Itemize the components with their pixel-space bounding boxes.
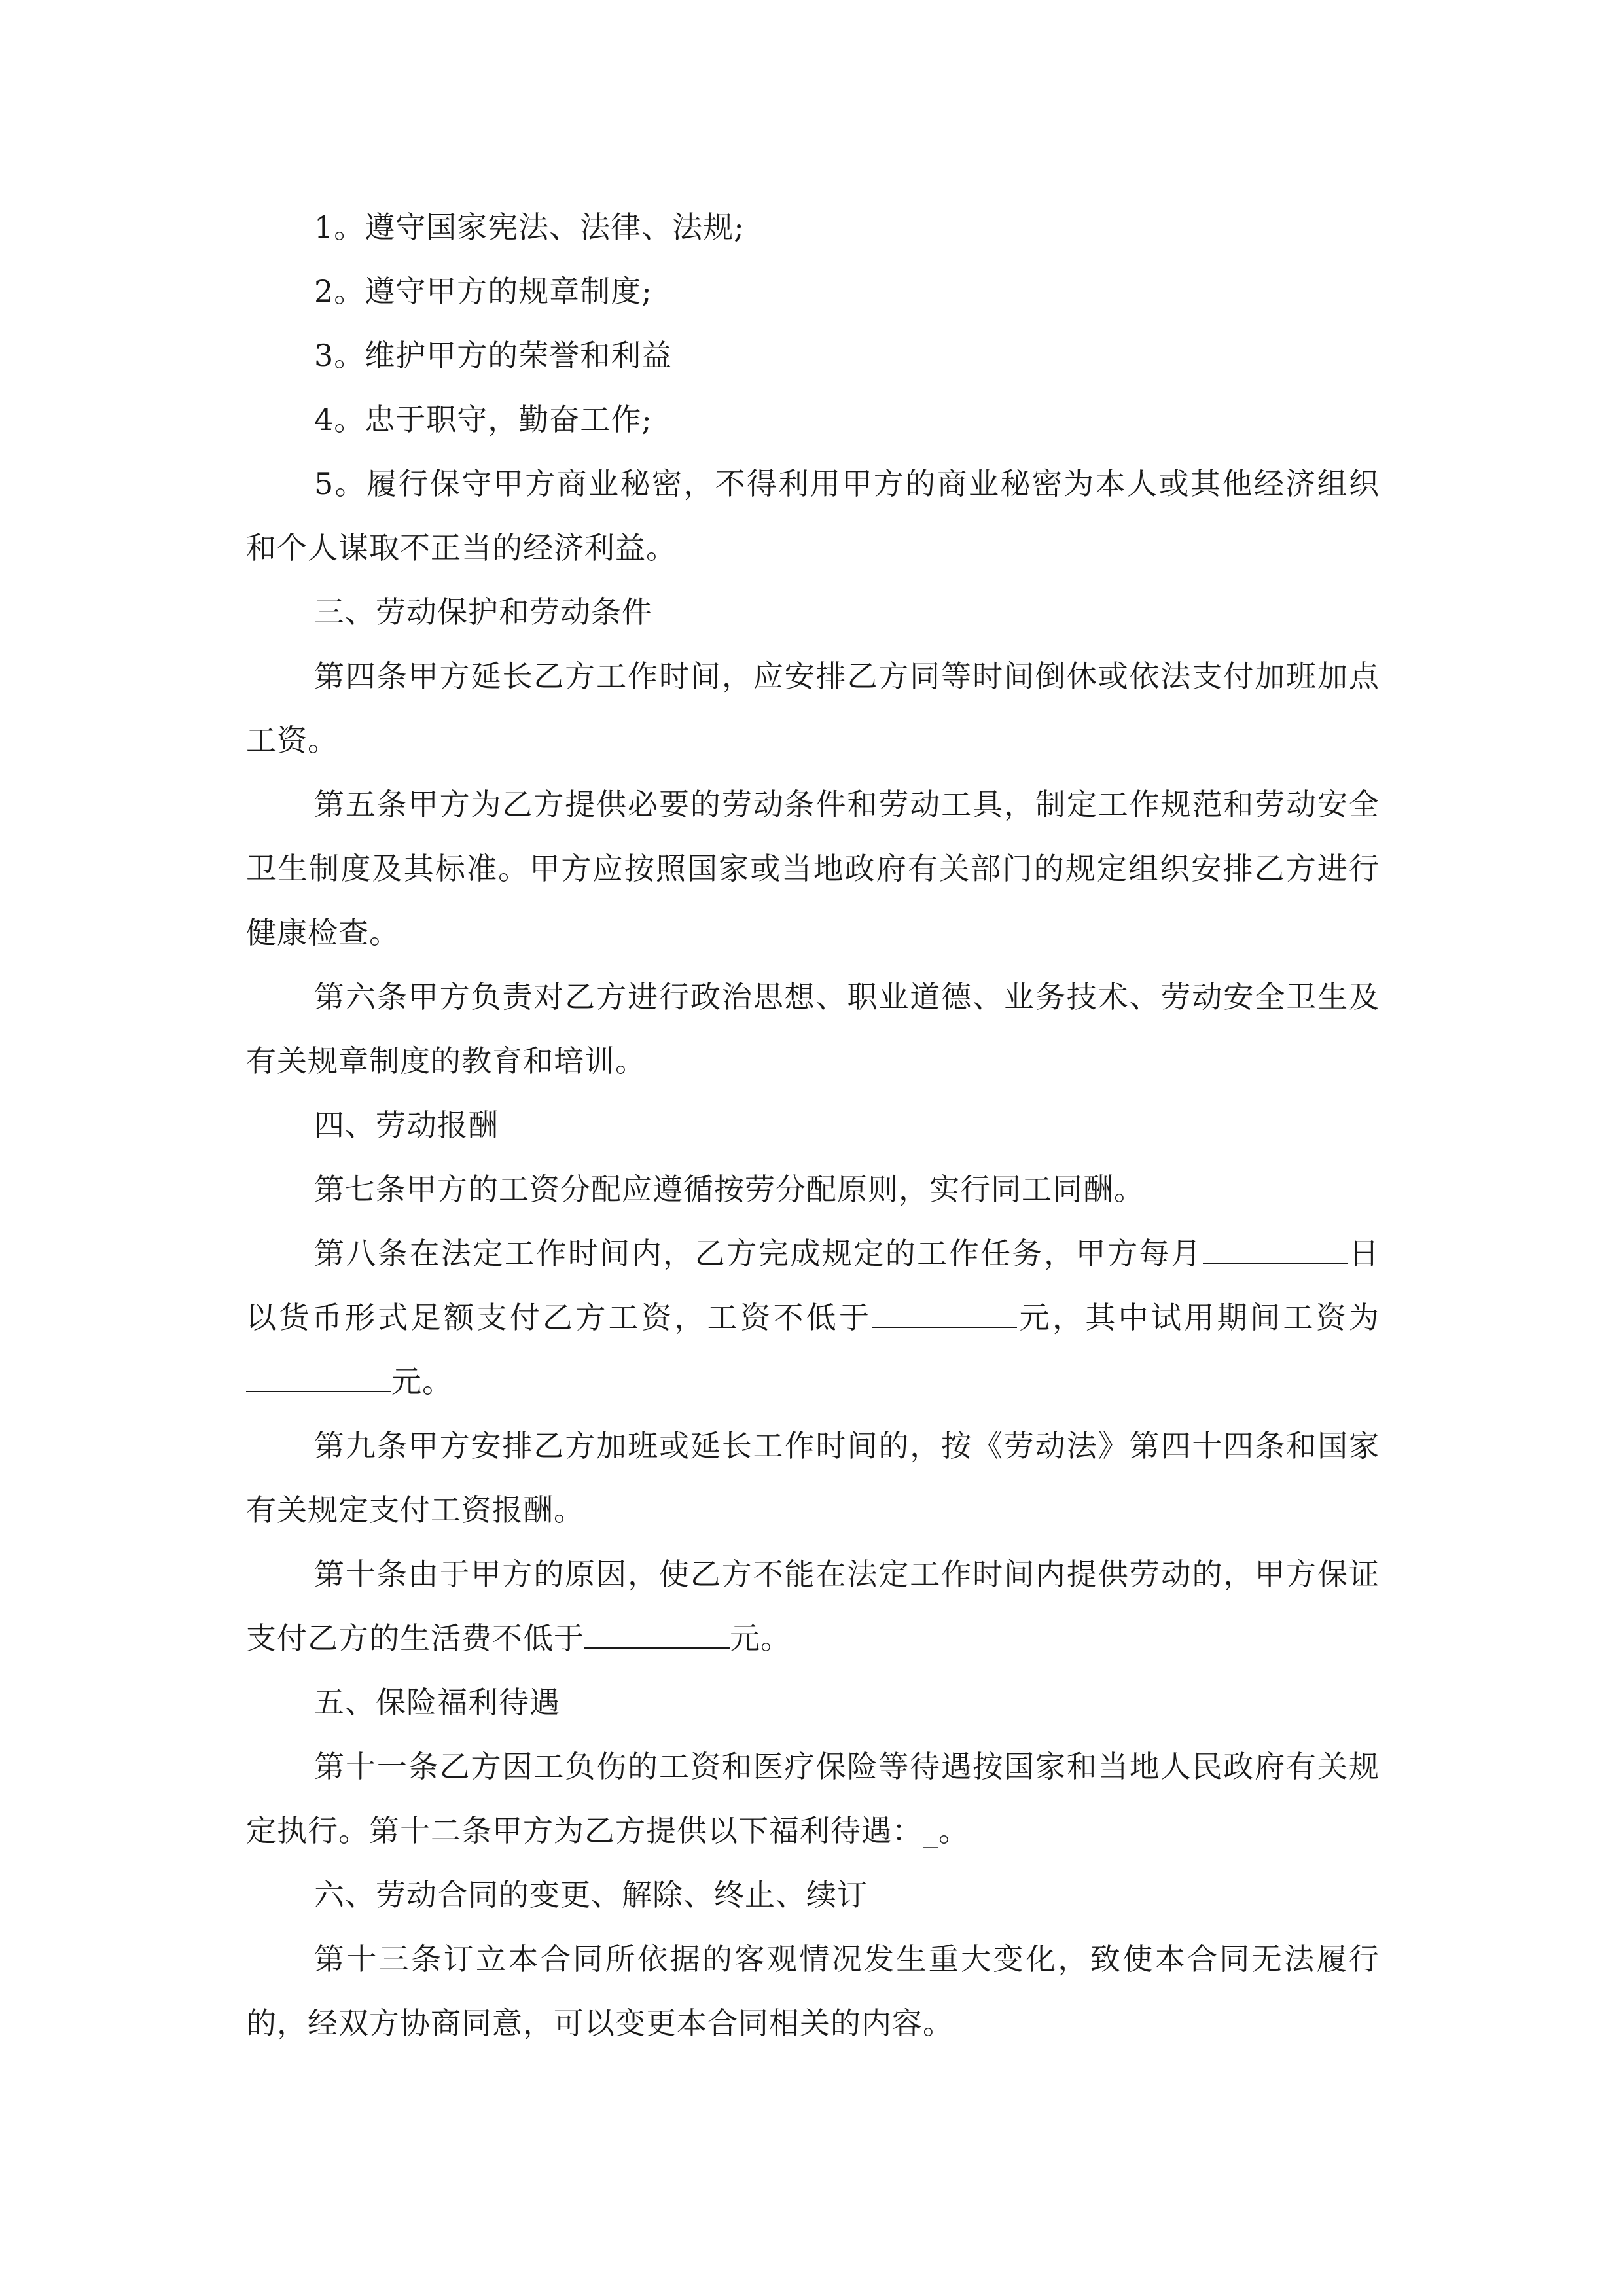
article-9: 第九条甲方安排乙方加班或延长工作时间的，按《劳动法》第四十四条和国家有关规定支付工资报酬。 <box>246 1428 1380 1528</box>
pay-day-blank[interactable] <box>1203 1236 1348 1264</box>
contract-page <box>246 195 1380 2055</box>
clause-4: 4。忠于职守，勤奋工作; <box>314 402 652 437</box>
living-allowance-blank[interactable] <box>584 1621 730 1649</box>
section-heading-3: 三、劳动保护和劳动条件 <box>314 594 652 630</box>
article-7: 第七条甲方的工资分配应遵循按劳分配原则，实行同工同酬。 <box>314 1172 1145 1207</box>
article-11-12: 第十一条乙方因工负伤的工资和医疗保险等待遇按国家和当地人民政府有关规定执行。第十二条甲方为乙方提供以下福利待遇：_。 <box>246 1749 1380 1848</box>
article-6: 第六条甲方负责对乙方进行政治思想、职业道德、业务技术、劳动安全卫生及有关规章制度的教育和培训。 <box>246 979 1380 1079</box>
section-heading-5: 五、保险福利待遇 <box>314 1685 560 1720</box>
clause-5: 5。履行保守甲方商业秘密，不得利用甲方的商业秘密为本人或其他经济组织和个人谋取不正当的经济利益。 <box>246 466 1380 565</box>
article-8: 第八条在法定工作时间内，乙方完成规定的工作任务，甲方每月 日以货币形式足额支付乙方工资，工资不低于 元，其中试用期间工资为元。 <box>246 1236 1380 1399</box>
article-13: 第十三条订立本合同所依据的客观情况发生重大变化，致使本合同无法履行的，经双方协商同意，可以变更本合同相关的内容。 <box>246 1941 1380 2041</box>
section-heading-4: 四、劳动报酬 <box>314 1107 499 1143</box>
clause-3: 3。维护甲方的荣誉和利益 <box>314 338 673 373</box>
probation-wage-blank[interactable] <box>246 1365 391 1392</box>
article-5: 第五条甲方为乙方提供必要的劳动条件和劳动工具，制定工作规范和劳动安全卫生制度及其标准。甲方应按照国家或当地政府有关部门的规定组织安排乙方进行健康检查。 <box>246 787 1380 950</box>
min-wage-blank[interactable] <box>872 1300 1017 1328</box>
section-heading-6: 六、劳动合同的变更、解除、终止、续订 <box>314 1877 868 1912</box>
article-10: 第十条由于甲方的原因，使乙方不能在法定工作时间内提供劳动的，甲方保证支付乙方的生活费不低于 元。 <box>246 1556 1380 1656</box>
clause-1: 1。遵守国家宪法、法律、法规; <box>314 209 745 245</box>
clause-2: 2。遵守甲方的规章制度; <box>314 274 652 309</box>
article-4: 第四条甲方延长乙方工作时间，应安排乙方同等时间倒休或依法支付加班加点工资。 <box>246 658 1380 758</box>
